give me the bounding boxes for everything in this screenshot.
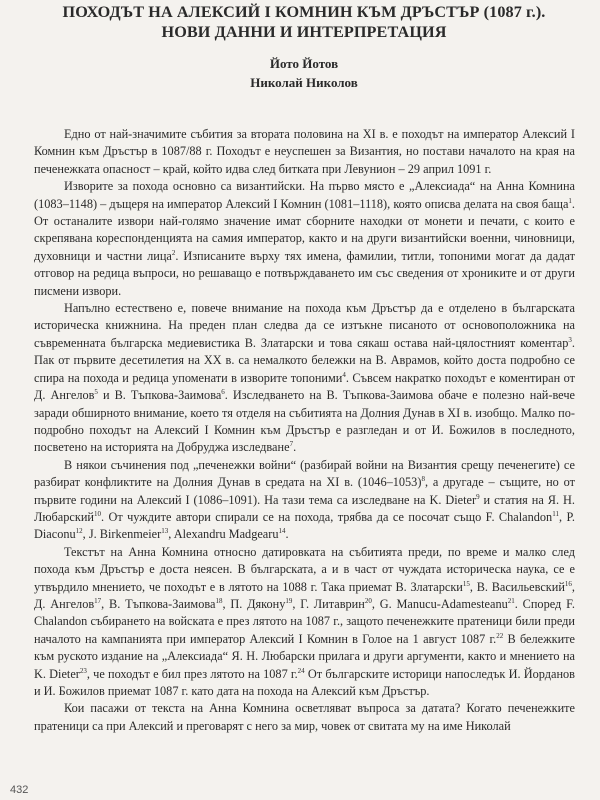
paragraph-text: . Съвсем накратко походът е коментиран от Д. Ангелов (34, 370, 576, 403)
footnote-marker: 9 (476, 492, 480, 501)
footnote-marker: 23 (79, 666, 87, 675)
body-paragraph (34, 700, 575, 735)
footnote-marker: 14 (278, 527, 286, 536)
title-line-1: ПОХОДЪТ НА АЛЕКСИЙ I КОМНИН КЪМ ДРЪСТЪР (1087 г.). (62, 3, 546, 21)
footnote-marker: 3 (568, 335, 572, 344)
paragraph-text: От българските историци напоследък И. Йорданов и И. Божилов приемат 1087 г. като дата на похода на Алексий към Дръстър. (34, 666, 575, 698)
footnote-marker: 11 (552, 509, 559, 518)
paragraph-text: , Г. Литаврин (292, 596, 365, 611)
footnote-marker: 10 (93, 509, 101, 518)
footnote-marker: 18 (215, 596, 223, 605)
paragraph-text: и В. Тъпкова-Заимова (97, 388, 222, 403)
article-body (34, 126, 575, 735)
paragraph-text: , G. Manucu-Adamesteanu (371, 596, 508, 611)
paragraph-text: , а другаде – същите, но от първите години на Алексий I (1086–1091). На тази тема са изследване на K. Dieter (34, 475, 575, 507)
footnote-marker: 13 (161, 527, 169, 536)
paragraph-text: . (285, 527, 289, 542)
paragraph-text: , П. Дякону (222, 596, 286, 611)
paragraph-text: Кои пасажи от текста на Анна Комнина осветляват въпроса за датата? Когато печенежките пратеници са при Алексий и преговарят с него за мир, човек от свитата му на име Николай (34, 701, 575, 733)
body-paragraph (34, 178, 575, 300)
paragraph-text: . (293, 440, 297, 455)
footnote-marker: 20 (364, 596, 372, 605)
footnote-marker: 4 (342, 370, 346, 379)
body-paragraph (34, 126, 575, 178)
footnote-marker: 12 (75, 527, 83, 536)
body-paragraph (34, 544, 575, 701)
paragraph-text: , Д. Ангелов (34, 579, 575, 611)
footnote-marker: 16 (564, 579, 572, 588)
footnote-marker: 19 (285, 596, 293, 605)
paragraph-text: . Според F. Chalandon събирането на войската е през лятото на 1087 г., защото печенежките пратеници били преди началото на кампанията при император Алексий I Комнин в Голое на 1 август 1087 г. (34, 596, 575, 646)
footnote-marker: 21 (507, 596, 515, 605)
paragraph-text: , че походът е бил през лятото на 1087 г. (86, 666, 298, 681)
title-line-2: НОВИ ДАННИ И ИНТЕРПРЕТАЦИЯ (161, 23, 447, 41)
paragraph-text: Текстът на Анна Комнина относно датировката на събитията преди, по време и малко след похода към Дръстър е доста неясен. В българската, а и в част от чуждата историческа наука, се е утвърдило мнението, че походът е в лятото на 1088 г. Така приемат В. Златарски (34, 544, 575, 594)
author-name: Николай Николов (250, 75, 358, 90)
paragraph-text: В бележките към руското издание на „Алексиада“ Я. Н. Любарски прилага и други аргументи, както и мнението на K. Dieter (34, 631, 575, 681)
author-block (24, 54, 584, 92)
footnote-marker: 5 (94, 388, 98, 396)
body-paragraph (34, 300, 575, 457)
paragraph-text: . Пак от първите десетилетия на XX в. са немалкото бележки на В. Аврамов, който доста подробно се спира на похода и редица упоменати в изворите топоними (34, 335, 575, 385)
paragraph-text: В някои съчинения под „печенежки войни“ (разбирай войни на Византия срещу печенегите) се разбират конфликтите на Долния Дунав в средата на XI в. (1046–1053) (34, 457, 575, 490)
paragraph-text: , J. Birkenmeier (82, 527, 162, 542)
paragraph-text: Изворите за похода основно са византийски. На първо място е „Алексиада“ на Анна Комнина (1083–1148) – дъщеря на император Алексий I Комнин (1081–1118), която описва делата на своя баща (34, 179, 575, 211)
footnote-marker: 22 (496, 631, 504, 640)
paragraph-text: . Изписаните върху тях имена, фамилии, титли, топоними могат да дадат отговор на редица въпроси, но решаващо е потвърждаването им със сведения от хрониките и от други писмени извори. (34, 248, 575, 298)
footnote-marker: 6 (221, 388, 225, 396)
paragraph-text: . Изследването на В. Тъпкова-Заимова обаче е полезно най-вече заради обширното внимание, което тя отделя на събитията на Долния Дунав в XI в. изобщо. Малко по-подробно походът на Алексий I Комнин към Дръстър е разгледан и от И. Божилов в последното, посветено на историята на Добруджа изследване (34, 388, 575, 455)
footnote-marker: 2 (171, 248, 176, 257)
footnote-marker: 17 (94, 596, 102, 605)
paragraph-text: , Alexandru Madgearu (168, 527, 279, 542)
paragraph-text: . От останалите извори най-голямо значение имат сборните находки от монети и печати, с които е скрепявана кореспонденцията на самия император, както и на други византийски военни, чиновници, духовници и частни лица (34, 196, 575, 263)
page-number: 432 (10, 784, 29, 796)
paragraph-text: , P. Diaconu (34, 509, 575, 542)
paragraph-text: , В. Тъпкова-Заимова (101, 596, 216, 611)
footnote-marker: 1 (568, 196, 572, 205)
body-paragraph (34, 457, 575, 544)
footnote-marker: 24 (297, 666, 305, 675)
article-title (24, 2, 584, 42)
footnote-marker: 15 (462, 579, 470, 588)
footnote-marker: 8 (421, 475, 425, 484)
footnote-marker: 7 (289, 440, 294, 449)
paragraph-text: и статия на Я. Н. Любарский (34, 492, 575, 524)
author-name: Йото Йотов (269, 56, 339, 71)
paragraph-text: Едно от най-значимите събития за втората половина на XI в. е походът на император Алексий I Комнин към Дръстър в 1087/88 г. Походът е неуспешен за Византия, но постави началото на края на печенежката опасност – край, който идва след битката при Левунион – 29 април 1091 г. (34, 127, 575, 176)
paragraph-text: . От чуждите автори спирали се на похода, трябва да се посочат също F. Chalandon (100, 509, 553, 524)
paragraph-text: Напълно естествено е, повече внимание на похода към Дръстър да е отделено в българската историческа книжнина. На преден план следва да се изтъкне писаното от основоположника на съвременната българска медиевистика В. Златарски и това сякаш остава най-цялостният коментар (34, 301, 575, 350)
paragraph-text: , В. Васильевский (469, 579, 565, 594)
